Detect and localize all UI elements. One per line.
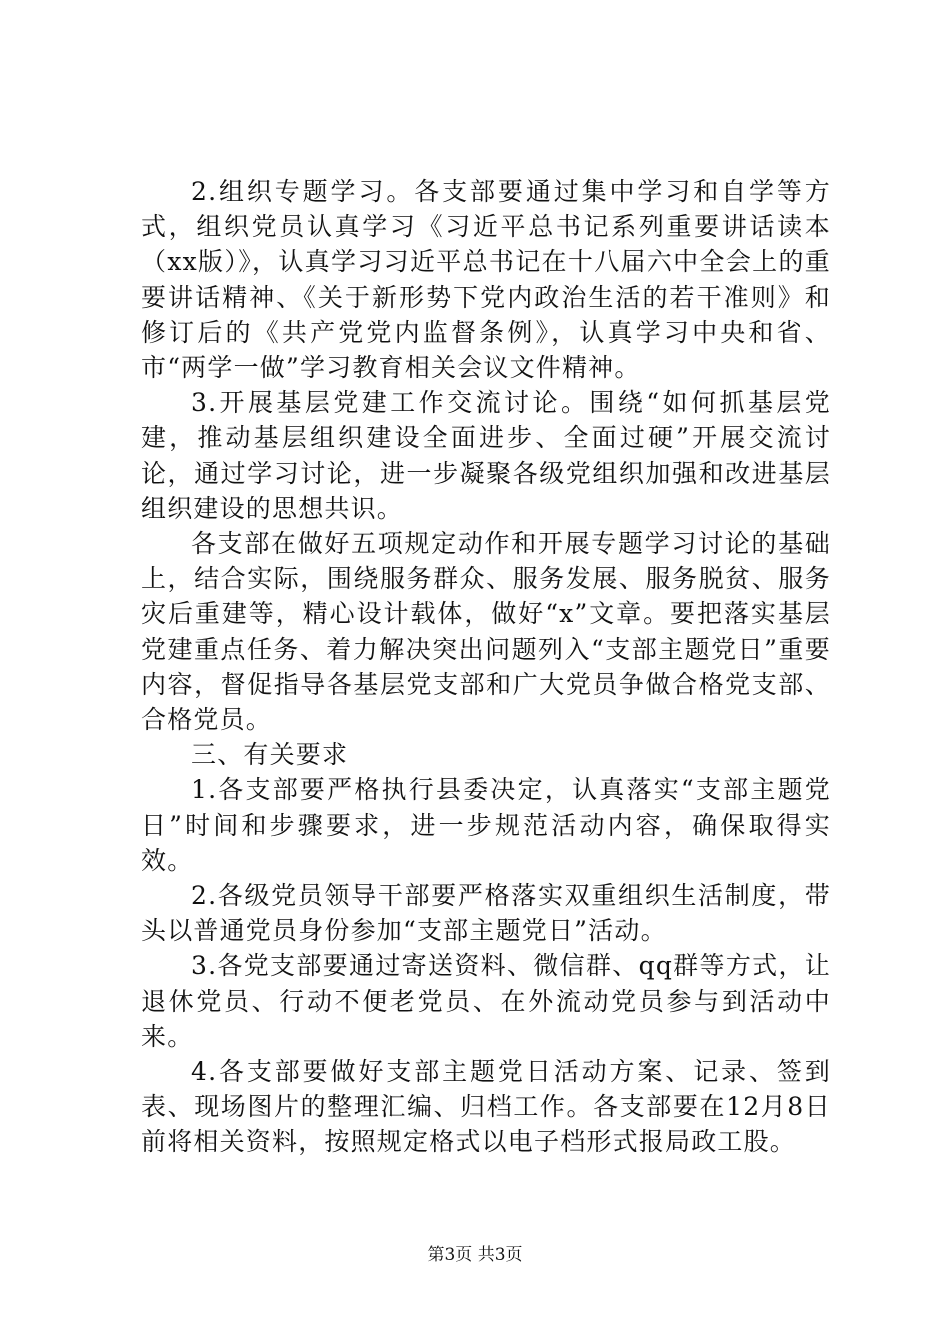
requirement-item-3: 3.各党支部要通过寄送资料、微信群、qq群等方式，让退休党员、行动不便老党员、在外流动党员参与到活动中来。 — [141, 951, 831, 1051]
paragraph-study-topic: 2.组织专题学习。各支部要通过集中学习和自学等方式，组织党员认真学习《习近平总书记系列重要讲话读本（xx版）》，认真学习习近平总书记在十八届六中全会上的重要讲话精神、《关于新形势下党内政治生活的若干准则》和修订后的《共产党党内监督条例》，认真学习中央和省、市“两学一做”学习教育相关会议文件精神。 — [141, 177, 831, 383]
section-heading-requirements: 三、有关要求 — [191, 740, 349, 770]
requirement-item-4: 4.各支部要做好支部主题党日活动方案、记录、签到表、现场图片的整理汇编、归档工作。各支部要在12月8日前将相关资料，按照规定格式以电子档形式报局政工股。 — [141, 1057, 831, 1157]
requirement-item-2: 2.各级党员领导干部要严格落实双重组织生活制度，带头以普通党员身份参加“支部主题党日”活动。 — [141, 881, 831, 946]
requirement-item-1: 1.各支部要严格执行县委决定，认真落实“支部主题党日”时间和步骤要求，进一步规范活动内容，确保取得实效。 — [141, 775, 831, 875]
document-body — [141, 174, 831, 1160]
paragraph-branch-work: 各支部在做好五项规定动作和开展专题学习讨论的基础上，结合实际，围绕服务群众、服务发展、服务脱贫、服务灾后重建等，精心设计载体，做好“x”文章。要把落实基层党建重点任务、着力解决突出问题列入“支部主题党日”重要内容，督促指导各基层党支部和广大党员争做合格党支部、合格党员。 — [141, 529, 831, 735]
page-number-footer: 第3页 共3页 — [427, 1245, 523, 1265]
paragraph-discussion: 3.开展基层党建工作交流讨论。围绕“如何抓基层党建，推动基层组织建设全面进步、全面过硬”开展交流讨论，通过学习讨论，进一步凝聚各级党组织加强和改进基层组织建设的思想共识。 — [141, 388, 831, 523]
